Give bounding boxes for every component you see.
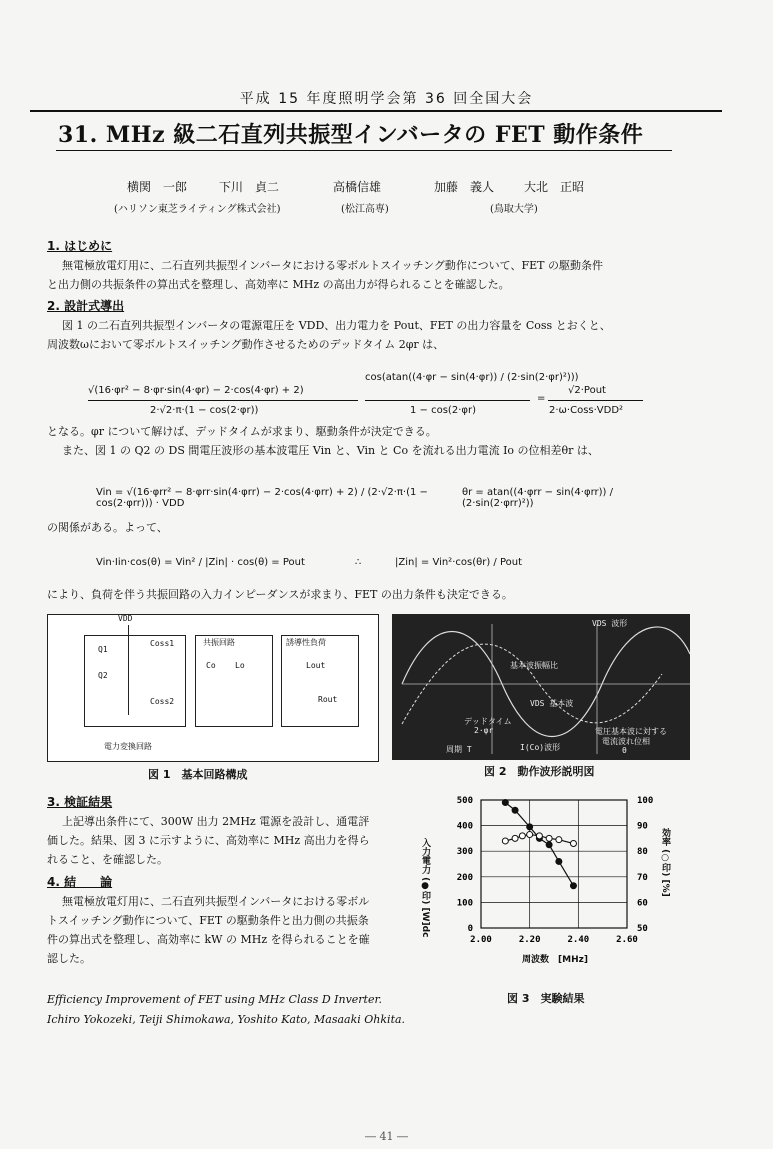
design-line-6: により、負荷を伴う共振回路の入力インピーダンスが求まり、FET の出力条件も決定できる。 <box>47 588 513 601</box>
chart-y2-tick-label: 70 <box>637 872 648 883</box>
fig1-load-box <box>281 635 359 727</box>
chart-point-input-power <box>546 842 552 848</box>
eq1-fraction-bar <box>88 400 358 401</box>
eq3-right: |Zin| = Vin²·cos(θr) / Pout <box>395 557 523 568</box>
eq1-fraction-bar-2 <box>365 400 530 401</box>
eq3-therefore: ∴ <box>355 557 362 568</box>
fig2-phase-label-1: 電圧基本波に対する <box>595 727 667 736</box>
author-4: 加藤 義人 <box>434 180 495 194</box>
eq1-equals: = <box>537 393 546 404</box>
chart-series-line <box>505 803 573 886</box>
fig2-vds-label: VDS 波形 <box>592 619 628 628</box>
chart-y-tick-label: 300 <box>456 847 473 858</box>
chart-point-efficiency <box>502 838 508 844</box>
author-2: 下川 貞二 <box>219 180 280 194</box>
chart-point-input-power <box>527 824 533 830</box>
fig1-resonant-title: 共振回路 <box>203 638 235 647</box>
fig1-switch-box <box>84 635 186 727</box>
chart-point-efficiency <box>536 833 542 839</box>
chart-x-tick-label: 2.40 <box>567 935 590 945</box>
fig3-ylabel-left: 入力電力 (●印) [W]dc <box>420 838 430 938</box>
figure-1-circuit <box>47 614 379 762</box>
chart-y2-tick-label: 80 <box>637 847 648 858</box>
chart-point-efficiency <box>546 835 552 841</box>
eq1-rhs-numerator: √2·Pout <box>568 385 606 396</box>
design-line-2: 周波数ωにおいて零ボルトスイッチング動作させるためのデッドタイム 2φr は、 <box>47 338 445 351</box>
chart-y2-tick-label: 60 <box>637 898 648 909</box>
chart-y-tick-label: 200 <box>456 872 473 883</box>
chart-x-tick-label: 2.20 <box>518 935 541 945</box>
eq1-cos-term: cos(atan((4·φr − sin(4·φr)) / (2·sin(2·φr)²))) <box>365 372 579 383</box>
chart-point-input-power <box>556 858 562 864</box>
design-line-4: また、図 1 の Q2 の DS 間電圧波形の基本波電圧 Vin と、Vin と Co を流れる出力電流 Io の位相差θr は、 <box>62 444 599 457</box>
affiliation-3: (鳥取大学) <box>490 204 538 215</box>
conclusion-line-2: トスイッチング動作について、FET の駆動条件と出力側の共振条 <box>47 914 369 927</box>
chart-frame <box>481 800 627 928</box>
chart-y2-tick-label: 50 <box>637 924 648 934</box>
chart-point-efficiency <box>527 832 533 838</box>
conclusion-line-4: 認した。 <box>47 952 91 965</box>
eq1-denominator-2: 1 − cos(2·φr) <box>410 405 476 416</box>
title-rule <box>56 150 672 151</box>
results-line-2: 価した。結果、図 3 に示すように、高効率に MHz 高出力を得ら <box>47 834 370 847</box>
chart-point-input-power <box>512 807 518 813</box>
design-line-5: の関係がある。よって、 <box>47 521 168 534</box>
intro-line-1: 無電極放電灯用に、二石直列共振型インバータにおける零ボルトスイッチング動作について、FET の駆動条件 <box>62 259 603 272</box>
author-1: 横関 一郎 <box>127 180 188 194</box>
fig2-phase-label-2: 電流波れ位相 <box>602 737 650 746</box>
fig2-amp-label: 基本波振幅比 <box>510 661 558 670</box>
fig1-co-label: Co <box>206 661 216 670</box>
eq3-left: Vin·Iin·cos(θ) = Vin² / |Zin| · cos(θ) = Pout <box>96 557 305 568</box>
fig3-xlabel: 周波数 [MHz] <box>522 955 588 965</box>
chart-x-tick-label: 2.60 <box>616 935 638 945</box>
chart-y2-tick-label: 100 <box>637 796 654 806</box>
author-5: 大北 正昭 <box>524 180 585 194</box>
chart-y-tick-label: 0 <box>467 924 473 934</box>
fig3-ylabel-right: 効率 (○印) [%] <box>660 828 670 897</box>
design-line-1: 図 1 の二石直列共振型インバータの電源電圧を VDD、出力電力を Pout、FET の出力容量を Coss とおくと、 <box>62 319 611 332</box>
figure-2-waveform <box>392 614 690 760</box>
fig1-q1-label: Q1 <box>98 645 108 654</box>
chart-y-tick-label: 400 <box>456 821 473 832</box>
affiliation-2: (松江高専) <box>341 204 389 215</box>
section-heading-intro: 1. はじめに <box>47 239 113 253</box>
conclusion-line-1: 無電極放電灯用に、二石直列共振型インバータにおける零ボル <box>62 895 370 908</box>
fig2-phase-label-3: θ <box>622 746 627 755</box>
fig1-load-title: 誘導性負荷 <box>286 638 326 647</box>
fig1-rout-label: Rout <box>318 695 338 704</box>
section-heading-design: 2. 設計式導出 <box>47 299 125 313</box>
fig1-lo-label: Lo <box>235 661 245 670</box>
english-title: Efficiency Improvement of FET using MHz Class D Inverter. <box>47 993 383 1006</box>
chart-point-efficiency <box>556 837 562 843</box>
chart-point-input-power <box>502 800 508 806</box>
paper-title: 31. MHz 級二石直列共振型インバータの FET 動作条件 <box>58 122 644 148</box>
fig2-dead-label: デッドタイム <box>464 717 512 726</box>
figure-2-caption: 図 2 動作波形説明図 <box>484 765 595 778</box>
results-line-3: れること、を確認した。 <box>47 853 168 866</box>
figure-3-chart <box>415 788 685 968</box>
eq1-numerator: √(16·φr² − 8·φr·sin(4·φr) − 2·cos(4·φr) + 2) <box>88 385 304 396</box>
header-rule <box>30 110 722 112</box>
chart-point-efficiency <box>519 833 525 839</box>
conference-header: 平成 15 年度照明学会第 36 回全国大会 <box>239 91 534 107</box>
english-authors: Ichiro Yokozeki, Teiji Shimokawa, Yoshito Kato, Masaaki Ohkita. <box>47 1013 406 1026</box>
chart-y-tick-label: 500 <box>456 796 473 806</box>
chart-point-efficiency <box>512 835 518 841</box>
fig2-period-label: 周期 T <box>446 745 472 754</box>
design-line-3: となる。φr について解けば、デッドタイムが求まり、駆動条件が決定できる。 <box>47 425 437 438</box>
chart-y-tick-label: 100 <box>456 898 473 909</box>
fig1-resonant-box <box>195 635 273 727</box>
fig2-ico-label: I(Co)波形 <box>520 743 561 752</box>
fig2-dead2-label: 2·φr <box>474 726 494 735</box>
fig1-lout-label: Lout <box>306 661 326 670</box>
section-heading-conclusion: 4. 結 論 <box>47 875 113 889</box>
results-line-1: 上記導出条件にて、300W 出力 2MHz 電源を設計し、通電評 <box>62 815 370 828</box>
conclusion-line-3: 件の算出式を整理し、高効率に kW の MHz を得られることを確 <box>47 933 370 946</box>
figure-1-caption: 図 1 基本回路構成 <box>148 768 248 781</box>
page-number: ― 41 ― <box>365 1130 408 1143</box>
chart-point-efficiency <box>570 841 576 847</box>
affiliation-1: (ハリソン東芝ライティング株式会社) <box>114 204 281 215</box>
chart-y2-tick-label: 90 <box>637 821 648 832</box>
eq1-rhs-denominator: 2·ω·Coss·VDD² <box>549 405 624 416</box>
fig1-bottom-label: 電力変換回路 <box>104 742 152 751</box>
figure-3-caption: 図 3 実験結果 <box>507 992 585 1005</box>
chart-point-input-power <box>570 883 576 889</box>
intro-line-2: と出力側の共振条件の算出式を整理し、高効率に MHz の高出力が得られることを確認した。 <box>47 278 510 291</box>
section-heading-results: 3. 検証結果 <box>47 795 113 809</box>
eq2-theta: θr = atan((4·φrr − sin(4·φrr)) / (2·sin(2·φrr)²)) <box>462 487 613 509</box>
author-3: 高橋信雄 <box>333 180 382 194</box>
eq1-denominator: 2·√2·π·(1 − cos(2·φr)) <box>150 405 259 416</box>
fig1-coss1-label: Coss1 <box>150 639 175 648</box>
eq2-vin: Vin = √(16·φrr² − 8·φrr·sin(4·φrr) − 2·cos(4·φrr) + 2) / (2·√2·π·(1 − cos(2·φrr))) · VDD <box>96 487 428 509</box>
fig1-vdd-label: VDD <box>118 614 133 623</box>
fig1-q2-label: Q2 <box>98 671 108 680</box>
eq1-rhs-bar <box>548 400 643 401</box>
fig2-vds-fund-label: VDS 基本波 <box>530 699 574 708</box>
fig1-coss2-label: Coss2 <box>150 697 175 706</box>
chart-x-tick-label: 2.00 <box>470 935 492 945</box>
